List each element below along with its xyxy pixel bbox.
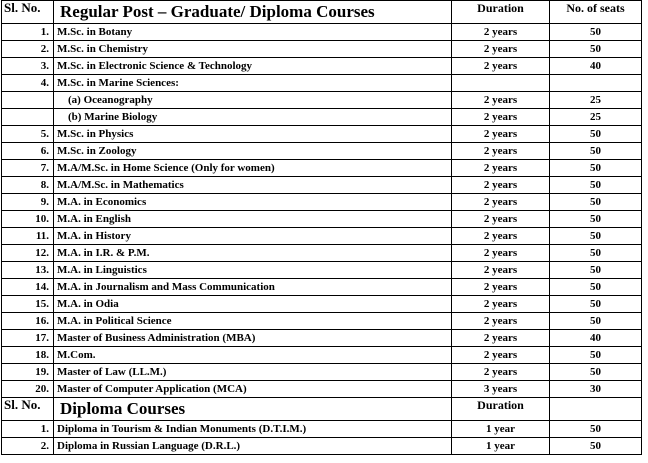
course-duration: 2 years	[452, 211, 550, 228]
regular-header-row	[2, 1, 642, 24]
course-duration: 2 years	[452, 313, 550, 330]
course-name: M.Sc. in Physics	[54, 126, 452, 143]
course-duration: 2 years	[452, 228, 550, 245]
table-row	[2, 262, 642, 279]
seat-count: 50	[550, 41, 642, 58]
seat-count: 50	[550, 160, 642, 177]
table-row	[2, 143, 642, 160]
serial-number: 9.	[2, 194, 54, 211]
serial-number: 11.	[2, 228, 54, 245]
seat-count: 50	[550, 24, 642, 41]
table-row	[2, 58, 642, 75]
course-name: M.Sc. in Chemistry	[54, 41, 452, 58]
course-name: Master of Computer Application (MCA)	[54, 381, 452, 398]
course-duration: 2 years	[452, 262, 550, 279]
diploma-header-row	[2, 398, 642, 421]
course-name: M.A. in Odia	[54, 296, 452, 313]
table-row	[2, 194, 642, 211]
seat-count: 50	[550, 228, 642, 245]
table-row	[2, 421, 642, 438]
serial-number: 3.	[2, 58, 54, 75]
course-name: M.Sc. in Marine Sciences:	[54, 75, 452, 92]
table-row	[2, 24, 642, 41]
table-row	[2, 438, 642, 455]
course-duration: 2 years	[452, 92, 550, 109]
serial-number: 10.	[2, 211, 54, 228]
courses-table-body	[2, 1, 642, 455]
seat-count: 50	[550, 211, 642, 228]
course-duration: 2 years	[452, 296, 550, 313]
course-name: M.A. in English	[54, 211, 452, 228]
course-duration: 2 years	[452, 279, 550, 296]
courses-document	[1, 0, 642, 455]
seat-count: 50	[550, 245, 642, 262]
course-duration: 2 years	[452, 177, 550, 194]
courses-table	[1, 0, 642, 455]
seat-count: 50	[550, 347, 642, 364]
course-name: Diploma in Russian Language (D.R.L.)	[54, 438, 452, 455]
serial-number: 18.	[2, 347, 54, 364]
regular-duration-header: Duration	[452, 1, 550, 24]
serial-number: 1.	[2, 421, 54, 438]
serial-number: 4.	[2, 75, 54, 92]
serial-number: 13.	[2, 262, 54, 279]
course-name: M.Com.	[54, 347, 452, 364]
serial-number: 7.	[2, 160, 54, 177]
seat-count: 50	[550, 296, 642, 313]
course-duration: 2 years	[452, 58, 550, 75]
course-duration: 2 years	[452, 160, 550, 177]
seat-count: 50	[550, 364, 642, 381]
course-name: M.A. in Linguistics	[54, 262, 452, 279]
serial-number: 15.	[2, 296, 54, 313]
serial-number: 16.	[2, 313, 54, 330]
course-duration: 1 year	[452, 438, 550, 455]
seat-count	[550, 75, 642, 92]
diploma-sl-header: Sl. No.	[2, 398, 54, 421]
seat-count: 50	[550, 421, 642, 438]
table-row	[2, 160, 642, 177]
course-name: M.Sc. in Botany	[54, 24, 452, 41]
seat-count: 50	[550, 262, 642, 279]
serial-number: 12.	[2, 245, 54, 262]
course-duration: 2 years	[452, 24, 550, 41]
course-duration: 2 years	[452, 330, 550, 347]
serial-number: 5.	[2, 126, 54, 143]
serial-number: 19.	[2, 364, 54, 381]
table-row	[2, 109, 642, 126]
course-duration: 2 years	[452, 126, 550, 143]
regular-sl-header: Sl. No.	[2, 1, 54, 24]
table-row	[2, 364, 642, 381]
course-duration: 1 year	[452, 421, 550, 438]
seat-count: 50	[550, 313, 642, 330]
course-duration: 3 years	[452, 381, 550, 398]
course-name: M.Sc. in Zoology	[54, 143, 452, 160]
serial-number: 6.	[2, 143, 54, 160]
diploma-section-title: Diploma Courses	[54, 398, 452, 421]
course-name: Master of Law (LL.M.)	[54, 364, 452, 381]
course-duration: 2 years	[452, 364, 550, 381]
course-duration: 2 years	[452, 194, 550, 211]
table-row	[2, 313, 642, 330]
table-row	[2, 279, 642, 296]
course-duration: 2 years	[452, 347, 550, 364]
table-row	[2, 228, 642, 245]
serial-number	[2, 92, 54, 109]
seat-count: 50	[550, 126, 642, 143]
table-row	[2, 347, 642, 364]
course-duration: 2 years	[452, 109, 550, 126]
course-name: (b) Marine Biology	[54, 109, 452, 126]
table-row	[2, 92, 642, 109]
serial-number: 2.	[2, 438, 54, 455]
table-row	[2, 41, 642, 58]
table-row	[2, 75, 642, 92]
regular-section-title: Regular Post – Graduate/ Diploma Courses	[54, 1, 452, 24]
seat-count: 50	[550, 143, 642, 160]
seat-count: 25	[550, 92, 642, 109]
table-row	[2, 296, 642, 313]
course-name: M.A. in History	[54, 228, 452, 245]
seat-count: 50	[550, 279, 642, 296]
course-name: M.Sc. in Electronic Science & Technology	[54, 58, 452, 75]
table-row	[2, 245, 642, 262]
serial-number: 1.	[2, 24, 54, 41]
diploma-seats-header	[550, 398, 642, 421]
seat-count: 40	[550, 330, 642, 347]
course-name: M.A/M.Sc. in Home Science (Only for women)	[54, 160, 452, 177]
seat-count: 50	[550, 438, 642, 455]
course-name: M.A. in Journalism and Mass Communication	[54, 279, 452, 296]
course-name: M.A/M.Sc. in Mathematics	[54, 177, 452, 194]
diploma-duration-header: Duration	[452, 398, 550, 421]
table-row	[2, 126, 642, 143]
table-row	[2, 211, 642, 228]
table-row	[2, 381, 642, 398]
serial-number: 20.	[2, 381, 54, 398]
serial-number: 17.	[2, 330, 54, 347]
seat-count: 50	[550, 177, 642, 194]
course-name: (a) Oceanography	[54, 92, 452, 109]
regular-seats-header: No. of seats	[550, 1, 642, 24]
serial-number: 8.	[2, 177, 54, 194]
serial-number	[2, 109, 54, 126]
seat-count: 30	[550, 381, 642, 398]
seat-count: 25	[550, 109, 642, 126]
course-duration: 2 years	[452, 41, 550, 58]
course-name: M.A. in Economics	[54, 194, 452, 211]
course-name: Diploma in Tourism & Indian Monuments (D.T.I.M.)	[54, 421, 452, 438]
course-duration	[452, 75, 550, 92]
table-row	[2, 177, 642, 194]
serial-number: 2.	[2, 41, 54, 58]
course-name: M.A. in I.R. & P.M.	[54, 245, 452, 262]
seat-count: 40	[550, 58, 642, 75]
seat-count: 50	[550, 194, 642, 211]
table-row	[2, 330, 642, 347]
course-duration: 2 years	[452, 245, 550, 262]
course-name: M.A. in Political Science	[54, 313, 452, 330]
serial-number: 14.	[2, 279, 54, 296]
course-duration: 2 years	[452, 143, 550, 160]
course-name: Master of Business Administration (MBA)	[54, 330, 452, 347]
